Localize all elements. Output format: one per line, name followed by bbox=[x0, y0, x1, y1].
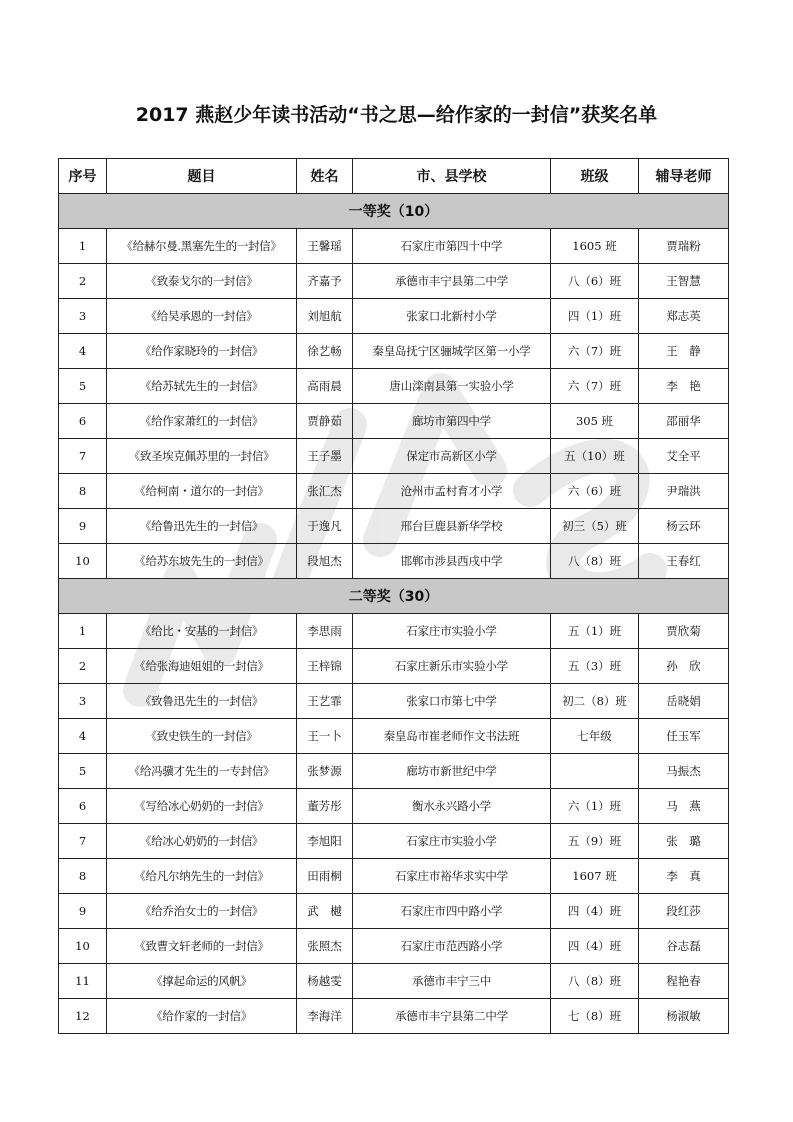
cell-topic: 《撑起命运的风帆》 bbox=[107, 964, 297, 999]
cell-class: 305 班 bbox=[551, 404, 639, 439]
cell-name: 田雨桐 bbox=[297, 859, 353, 894]
table-row bbox=[59, 964, 729, 999]
cell-school: 廊坊市第四中学 bbox=[353, 404, 551, 439]
cell-name: 徐艺畅 bbox=[297, 334, 353, 369]
cell-name: 李旭阳 bbox=[297, 824, 353, 859]
cell-name: 高雨晨 bbox=[297, 369, 353, 404]
cell-index: 10 bbox=[59, 929, 107, 964]
cell-class: 五（1）班 bbox=[551, 614, 639, 649]
section-row bbox=[59, 579, 729, 614]
cell-school: 石家庄市裕华求实中学 bbox=[353, 859, 551, 894]
cell-topic: 《给苏东坡先生的一封信》 bbox=[107, 544, 297, 579]
cell-school: 石家庄新乐市实验小学 bbox=[353, 649, 551, 684]
cell-teacher: 孙 欣 bbox=[639, 649, 729, 684]
table-row bbox=[59, 299, 729, 334]
cell-name: 张汇杰 bbox=[297, 474, 353, 509]
cell-class: 四（4）班 bbox=[551, 929, 639, 964]
table-row bbox=[59, 789, 729, 824]
cell-index: 12 bbox=[59, 999, 107, 1034]
cell-name: 王馨瑶 bbox=[297, 229, 353, 264]
table-row bbox=[59, 509, 729, 544]
cell-school: 石家庄市实验小学 bbox=[353, 824, 551, 859]
cell-topic: 《给作家萧红的一封信》 bbox=[107, 404, 297, 439]
table-row bbox=[59, 999, 729, 1034]
cell-class: 四（1）班 bbox=[551, 299, 639, 334]
cell-class: 六（7）班 bbox=[551, 369, 639, 404]
cell-class: 八（6）班 bbox=[551, 264, 639, 299]
cell-teacher: 马 燕 bbox=[639, 789, 729, 824]
cell-index: 7 bbox=[59, 824, 107, 859]
col-header-class: 班级 bbox=[551, 159, 639, 194]
cell-school: 廊坊市新世纪中学 bbox=[353, 754, 551, 789]
cell-teacher: 岳晓娟 bbox=[639, 684, 729, 719]
cell-index: 9 bbox=[59, 509, 107, 544]
cell-topic: 《给作家的一封信》 bbox=[107, 999, 297, 1034]
cell-name: 王梓锦 bbox=[297, 649, 353, 684]
table-row bbox=[59, 369, 729, 404]
col-header-name: 姓名 bbox=[297, 159, 353, 194]
table-row bbox=[59, 684, 729, 719]
cell-name: 李思雨 bbox=[297, 614, 353, 649]
cell-index: 8 bbox=[59, 474, 107, 509]
table-row bbox=[59, 929, 729, 964]
cell-topic: 《给冰心奶奶的一封信》 bbox=[107, 824, 297, 859]
table-row bbox=[59, 474, 729, 509]
cell-school: 石家庄市范西路小学 bbox=[353, 929, 551, 964]
table-row bbox=[59, 649, 729, 684]
page-title: 2017 燕赵少年读书活动“书之思—给作家的一封信”获奖名单 bbox=[135, 104, 658, 126]
cell-topic: 《致史铁生的一封信》 bbox=[107, 719, 297, 754]
cell-class: 五（10）班 bbox=[551, 439, 639, 474]
cell-name: 武 樾 bbox=[297, 894, 353, 929]
cell-school: 石家庄市第四十中学 bbox=[353, 229, 551, 264]
cell-topic: 《给凡尔纳先生的一封信》 bbox=[107, 859, 297, 894]
cell-name: 于逸凡 bbox=[297, 509, 353, 544]
cell-teacher: 张 璐 bbox=[639, 824, 729, 859]
cell-class: 八（8）班 bbox=[551, 964, 639, 999]
cell-topic: 《给柯南・道尔的一封信》 bbox=[107, 474, 297, 509]
cell-index: 1 bbox=[59, 229, 107, 264]
cell-class: 五（3）班 bbox=[551, 649, 639, 684]
cell-school: 衡水永兴路小学 bbox=[353, 789, 551, 824]
cell-teacher: 马振杰 bbox=[639, 754, 729, 789]
cell-teacher: 杨淑敏 bbox=[639, 999, 729, 1034]
cell-topic: 《致曹文轩老师的一封信》 bbox=[107, 929, 297, 964]
cell-teacher: 王 静 bbox=[639, 334, 729, 369]
cell-name: 张照杰 bbox=[297, 929, 353, 964]
cell-topic: 《给乔治女士的一封信》 bbox=[107, 894, 297, 929]
cell-school: 秦皇岛抚宁区骊城学区第一小学 bbox=[353, 334, 551, 369]
cell-name: 王一卜 bbox=[297, 719, 353, 754]
cell-school: 承德市丰宁三中 bbox=[353, 964, 551, 999]
cell-index: 5 bbox=[59, 369, 107, 404]
cell-teacher: 任玉军 bbox=[639, 719, 729, 754]
cell-school: 张家口北新村小学 bbox=[353, 299, 551, 334]
cell-topic: 《给苏轼先生的一封信》 bbox=[107, 369, 297, 404]
col-header-teacher: 辅导老师 bbox=[639, 159, 729, 194]
table-row bbox=[59, 544, 729, 579]
cell-school: 保定市高新区小学 bbox=[353, 439, 551, 474]
section-row bbox=[59, 194, 729, 229]
cell-school: 承德市丰宁县第二中学 bbox=[353, 999, 551, 1034]
cell-topic: 《给比・安基的一封信》 bbox=[107, 614, 297, 649]
cell-index: 10 bbox=[59, 544, 107, 579]
cell-teacher: 程艳春 bbox=[639, 964, 729, 999]
cell-school: 秦皇岛市崔老师作文书法班 bbox=[353, 719, 551, 754]
cell-name: 董芳彤 bbox=[297, 789, 353, 824]
cell-class: 五（9）班 bbox=[551, 824, 639, 859]
cell-school: 邯郸市涉县西戌中学 bbox=[353, 544, 551, 579]
cell-name: 杨越雯 bbox=[297, 964, 353, 999]
cell-index: 7 bbox=[59, 439, 107, 474]
cell-topic: 《致圣埃克佩苏里的一封信》 bbox=[107, 439, 297, 474]
cell-teacher: 尹瑞洪 bbox=[639, 474, 729, 509]
cell-name: 段旭杰 bbox=[297, 544, 353, 579]
cell-topic: 《给吴承恩的一封信》 bbox=[107, 299, 297, 334]
cell-class: 四（4）班 bbox=[551, 894, 639, 929]
cell-class: 八（8）班 bbox=[551, 544, 639, 579]
cell-school: 张家口市第七中学 bbox=[353, 684, 551, 719]
table-row bbox=[59, 894, 729, 929]
cell-topic: 《给作家晓玲的一封信》 bbox=[107, 334, 297, 369]
cell-teacher: 王智慧 bbox=[639, 264, 729, 299]
cell-school: 唐山滦南县第一实验小学 bbox=[353, 369, 551, 404]
cell-name: 王子墨 bbox=[297, 439, 353, 474]
table-header-row bbox=[59, 159, 729, 194]
cell-teacher: 段红莎 bbox=[639, 894, 729, 929]
cell-teacher: 贾欣菊 bbox=[639, 614, 729, 649]
cell-name: 张梦源 bbox=[297, 754, 353, 789]
cell-teacher: 李 真 bbox=[639, 859, 729, 894]
table-row bbox=[59, 229, 729, 264]
cell-index: 3 bbox=[59, 684, 107, 719]
cell-class: 六（1）班 bbox=[551, 789, 639, 824]
cell-name: 刘旭航 bbox=[297, 299, 353, 334]
cell-teacher: 谷志磊 bbox=[639, 929, 729, 964]
cell-teacher: 艾全平 bbox=[639, 439, 729, 474]
table-row bbox=[59, 404, 729, 439]
cell-class: 七（8）班 bbox=[551, 999, 639, 1034]
table-row bbox=[59, 754, 729, 789]
cell-index: 2 bbox=[59, 649, 107, 684]
cell-class: 初三（5）班 bbox=[551, 509, 639, 544]
cell-name: 王艺霏 bbox=[297, 684, 353, 719]
col-header-school: 市、县学校 bbox=[353, 159, 551, 194]
cell-index: 4 bbox=[59, 334, 107, 369]
cell-name: 贾静茹 bbox=[297, 404, 353, 439]
cell-class: 初二（8）班 bbox=[551, 684, 639, 719]
cell-teacher: 郑志英 bbox=[639, 299, 729, 334]
table-row bbox=[59, 824, 729, 859]
cell-topic: 《写给冰心奶奶的一封信》 bbox=[107, 789, 297, 824]
cell-school: 石家庄市实验小学 bbox=[353, 614, 551, 649]
award-table bbox=[58, 158, 729, 1034]
cell-index: 6 bbox=[59, 789, 107, 824]
cell-topic: 《给赫尔曼.黑塞先生的一封信》 bbox=[107, 229, 297, 264]
cell-teacher: 邵丽华 bbox=[639, 404, 729, 439]
cell-index: 9 bbox=[59, 894, 107, 929]
table-row bbox=[59, 439, 729, 474]
cell-topic: 《给冯骥才先生的一专封信》 bbox=[107, 754, 297, 789]
cell-index: 11 bbox=[59, 964, 107, 999]
cell-topic: 《给张海迪姐姐的一封信》 bbox=[107, 649, 297, 684]
col-header-index: 序号 bbox=[59, 159, 107, 194]
cell-school: 承德市丰宁县第二中学 bbox=[353, 264, 551, 299]
table-row bbox=[59, 859, 729, 894]
col-header-topic: 题目 bbox=[107, 159, 297, 194]
cell-teacher: 贾瑞粉 bbox=[639, 229, 729, 264]
cell-index: 4 bbox=[59, 719, 107, 754]
cell-topic: 《致鲁迅先生的一封信》 bbox=[107, 684, 297, 719]
table-row bbox=[59, 264, 729, 299]
cell-class bbox=[551, 754, 639, 789]
cell-index: 5 bbox=[59, 754, 107, 789]
cell-name: 李海洋 bbox=[297, 999, 353, 1034]
cell-class: 1605 班 bbox=[551, 229, 639, 264]
table-row bbox=[59, 614, 729, 649]
cell-teacher: 李 艳 bbox=[639, 369, 729, 404]
section-label: 一等奖（10） bbox=[59, 194, 729, 229]
cell-teacher: 杨云环 bbox=[639, 509, 729, 544]
cell-school: 邢台巨鹿县新华学校 bbox=[353, 509, 551, 544]
table-row bbox=[59, 719, 729, 754]
cell-class: 1607 班 bbox=[551, 859, 639, 894]
cell-index: 6 bbox=[59, 404, 107, 439]
cell-index: 8 bbox=[59, 859, 107, 894]
cell-class: 六（7）班 bbox=[551, 334, 639, 369]
cell-index: 2 bbox=[59, 264, 107, 299]
cell-index: 1 bbox=[59, 614, 107, 649]
section-label: 二等奖（30） bbox=[59, 579, 729, 614]
cell-school: 沧州市孟村育才小学 bbox=[353, 474, 551, 509]
cell-teacher: 王春红 bbox=[639, 544, 729, 579]
cell-class: 七年级 bbox=[551, 719, 639, 754]
cell-index: 3 bbox=[59, 299, 107, 334]
cell-topic: 《致泰戈尔的一封信》 bbox=[107, 264, 297, 299]
cell-topic: 《给鲁迅先生的一封信》 bbox=[107, 509, 297, 544]
cell-class: 六（6）班 bbox=[551, 474, 639, 509]
cell-name: 齐嘉予 bbox=[297, 264, 353, 299]
cell-school: 石家庄市四中路小学 bbox=[353, 894, 551, 929]
table-row bbox=[59, 334, 729, 369]
